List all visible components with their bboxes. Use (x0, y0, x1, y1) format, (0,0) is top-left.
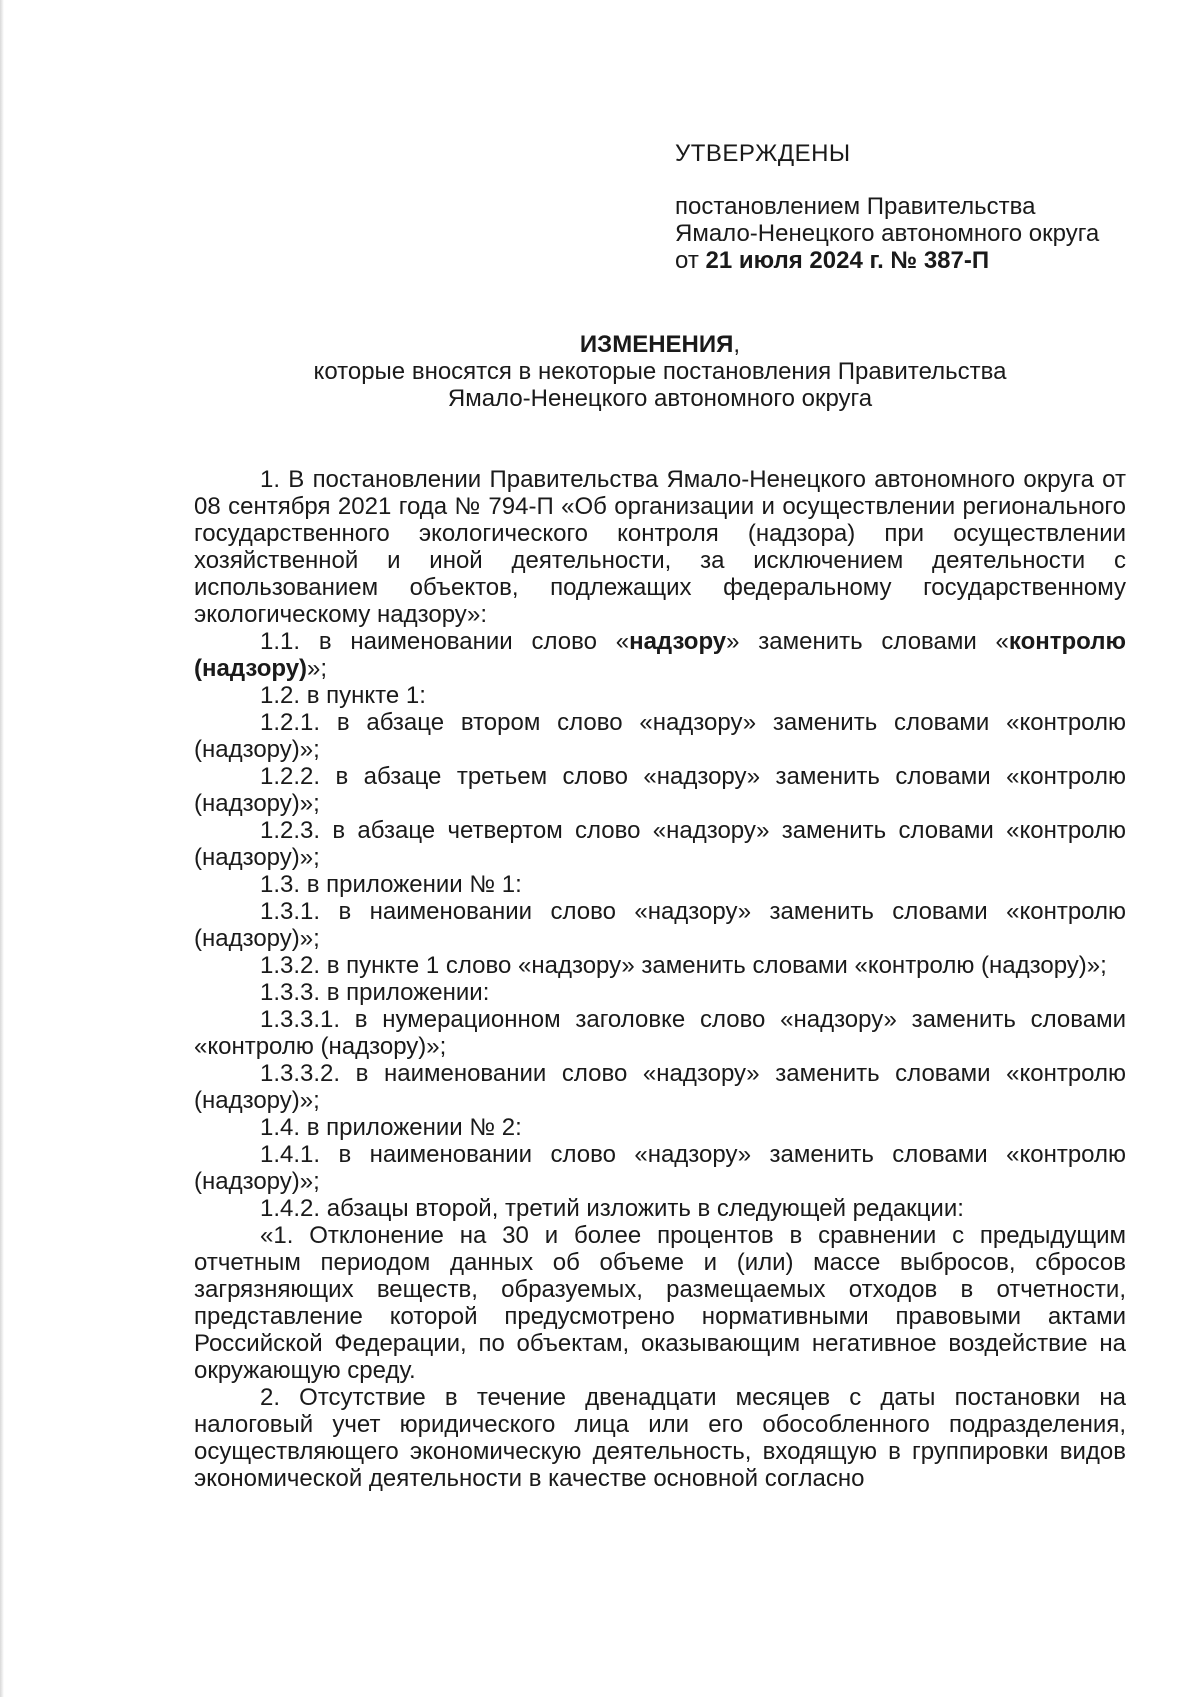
document-body (194, 466, 1126, 1492)
heading-title-line (194, 331, 1126, 358)
scan-edge-shadow (0, 0, 4, 1697)
paragraph-1-3-3-2: 1.3.3.2. в наименовании слово «надзору» заменить словами «контролю (надзору)»; (194, 1060, 1126, 1114)
approved-label: УТВЕРЖДЕНЫ (675, 140, 851, 167)
approval-date-number: 21 июля 2024 г. № 387-П (705, 247, 990, 274)
p2-part-e: »; (307, 655, 328, 682)
paragraph-1-3-1: 1.3.1. в наименовании слово «надзору» заменить словами «контролю (надзору)»; (194, 898, 1126, 952)
approval-stamp-block (675, 140, 1135, 274)
p2-part-d: контролю (надзору) (194, 628, 1126, 682)
approval-line-2: Ямало-Ненецкого автономного округа (675, 220, 1100, 247)
approval-date-prefix: от (675, 247, 706, 274)
paragraph-1-2-2: 1.2.2. в абзаце третьем слово «надзору» заменить словами «контролю (надзору)»; (194, 763, 1126, 817)
document-heading (194, 331, 1126, 412)
heading-subtitle-2: Ямало-Ненецкого автономного округа (447, 385, 873, 412)
paragraph-1-4-1: 1.4.1. в наименовании слово «надзору» заменить словами «контролю (надзору)»; (194, 1141, 1126, 1195)
paragraph-1-3-2: 1.3.2. в пункте 1 слово «надзору» заменить словами «контролю (надзору)»; (260, 952, 1107, 979)
paragraph-1-2-3: 1.2.3. в абзаце четвертом слово «надзору» заменить словами «контролю (надзору)»; (194, 817, 1126, 871)
paragraph-1-4-2: 1.4.2. абзацы второй, третий изложить в следующей редакции: (260, 1195, 964, 1222)
paragraph-1-3-3-1: 1.3.3.1. в нумерационном заголовке слово «надзору» заменить словами «контролю (надзору)»; (194, 1006, 1126, 1060)
paragraph-1-2-1: 1.2.1. в абзаце втором слово «надзору» заменить словами «контролю (надзору)»; (194, 709, 1126, 763)
approval-line-1: постановлением Правительства (675, 193, 1036, 220)
p2-part-a: 1.1. в наименовании слово « (260, 628, 630, 655)
quoted-paragraph-1: «1. Отклонение на 30 и более процентов в сравнении с предыдущим отчетным периодом данных об объеме и (или) массе выбросов, сбросов загрязняющих веществ, образуемых, размещаемых отходов в отчетности, представление которой предусмотрено нормативными правовыми актами Российской Федерации, по объектам, оказывающим негативное воздействие на окружающую среду. (194, 1222, 1126, 1384)
heading-title: ИЗМЕНЕНИЯ (579, 331, 734, 358)
paragraph-1-1 (194, 628, 1126, 682)
p2-part-c: » заменить словами « (726, 628, 1009, 655)
heading-subtitle-1: которые вносятся в некоторые постановления Правительства (313, 358, 1007, 385)
paragraph-1-3-3: 1.3.3. в приложении: (260, 979, 490, 1006)
quoted-paragraph-2: 2. Отсутствие в течение двенадцати месяцев с даты постановки на налоговый учет юридического лица или его обособленного подразделения, осуществляющего экономическую деятельность, входящую в группировки видов экономической деятельности в качестве основной согласно (194, 1384, 1126, 1492)
paragraph-1-3: 1.3. в приложении № 1: (260, 871, 522, 898)
paragraph-1-2: 1.2. в пункте 1: (260, 682, 426, 709)
heading-title-comma: , (733, 331, 741, 358)
paragraph-1-4: 1.4. в приложении № 2: (260, 1114, 522, 1141)
p2-part-b: надзору (629, 628, 727, 655)
approval-date-line (675, 247, 1135, 274)
paragraph-1: 1. В постановлении Правительства Ямало-Ненецкого автономного округа от 08 сентября 2021 года № 794-П «Об организации и осуществлении регионального государственного экологического контроля (надзора) при осуществлении хозяйственной и иной деятельности, за исключением деятельности с использованием объектов, подлежащих федеральному государственному экологическому надзору»: (194, 466, 1126, 628)
